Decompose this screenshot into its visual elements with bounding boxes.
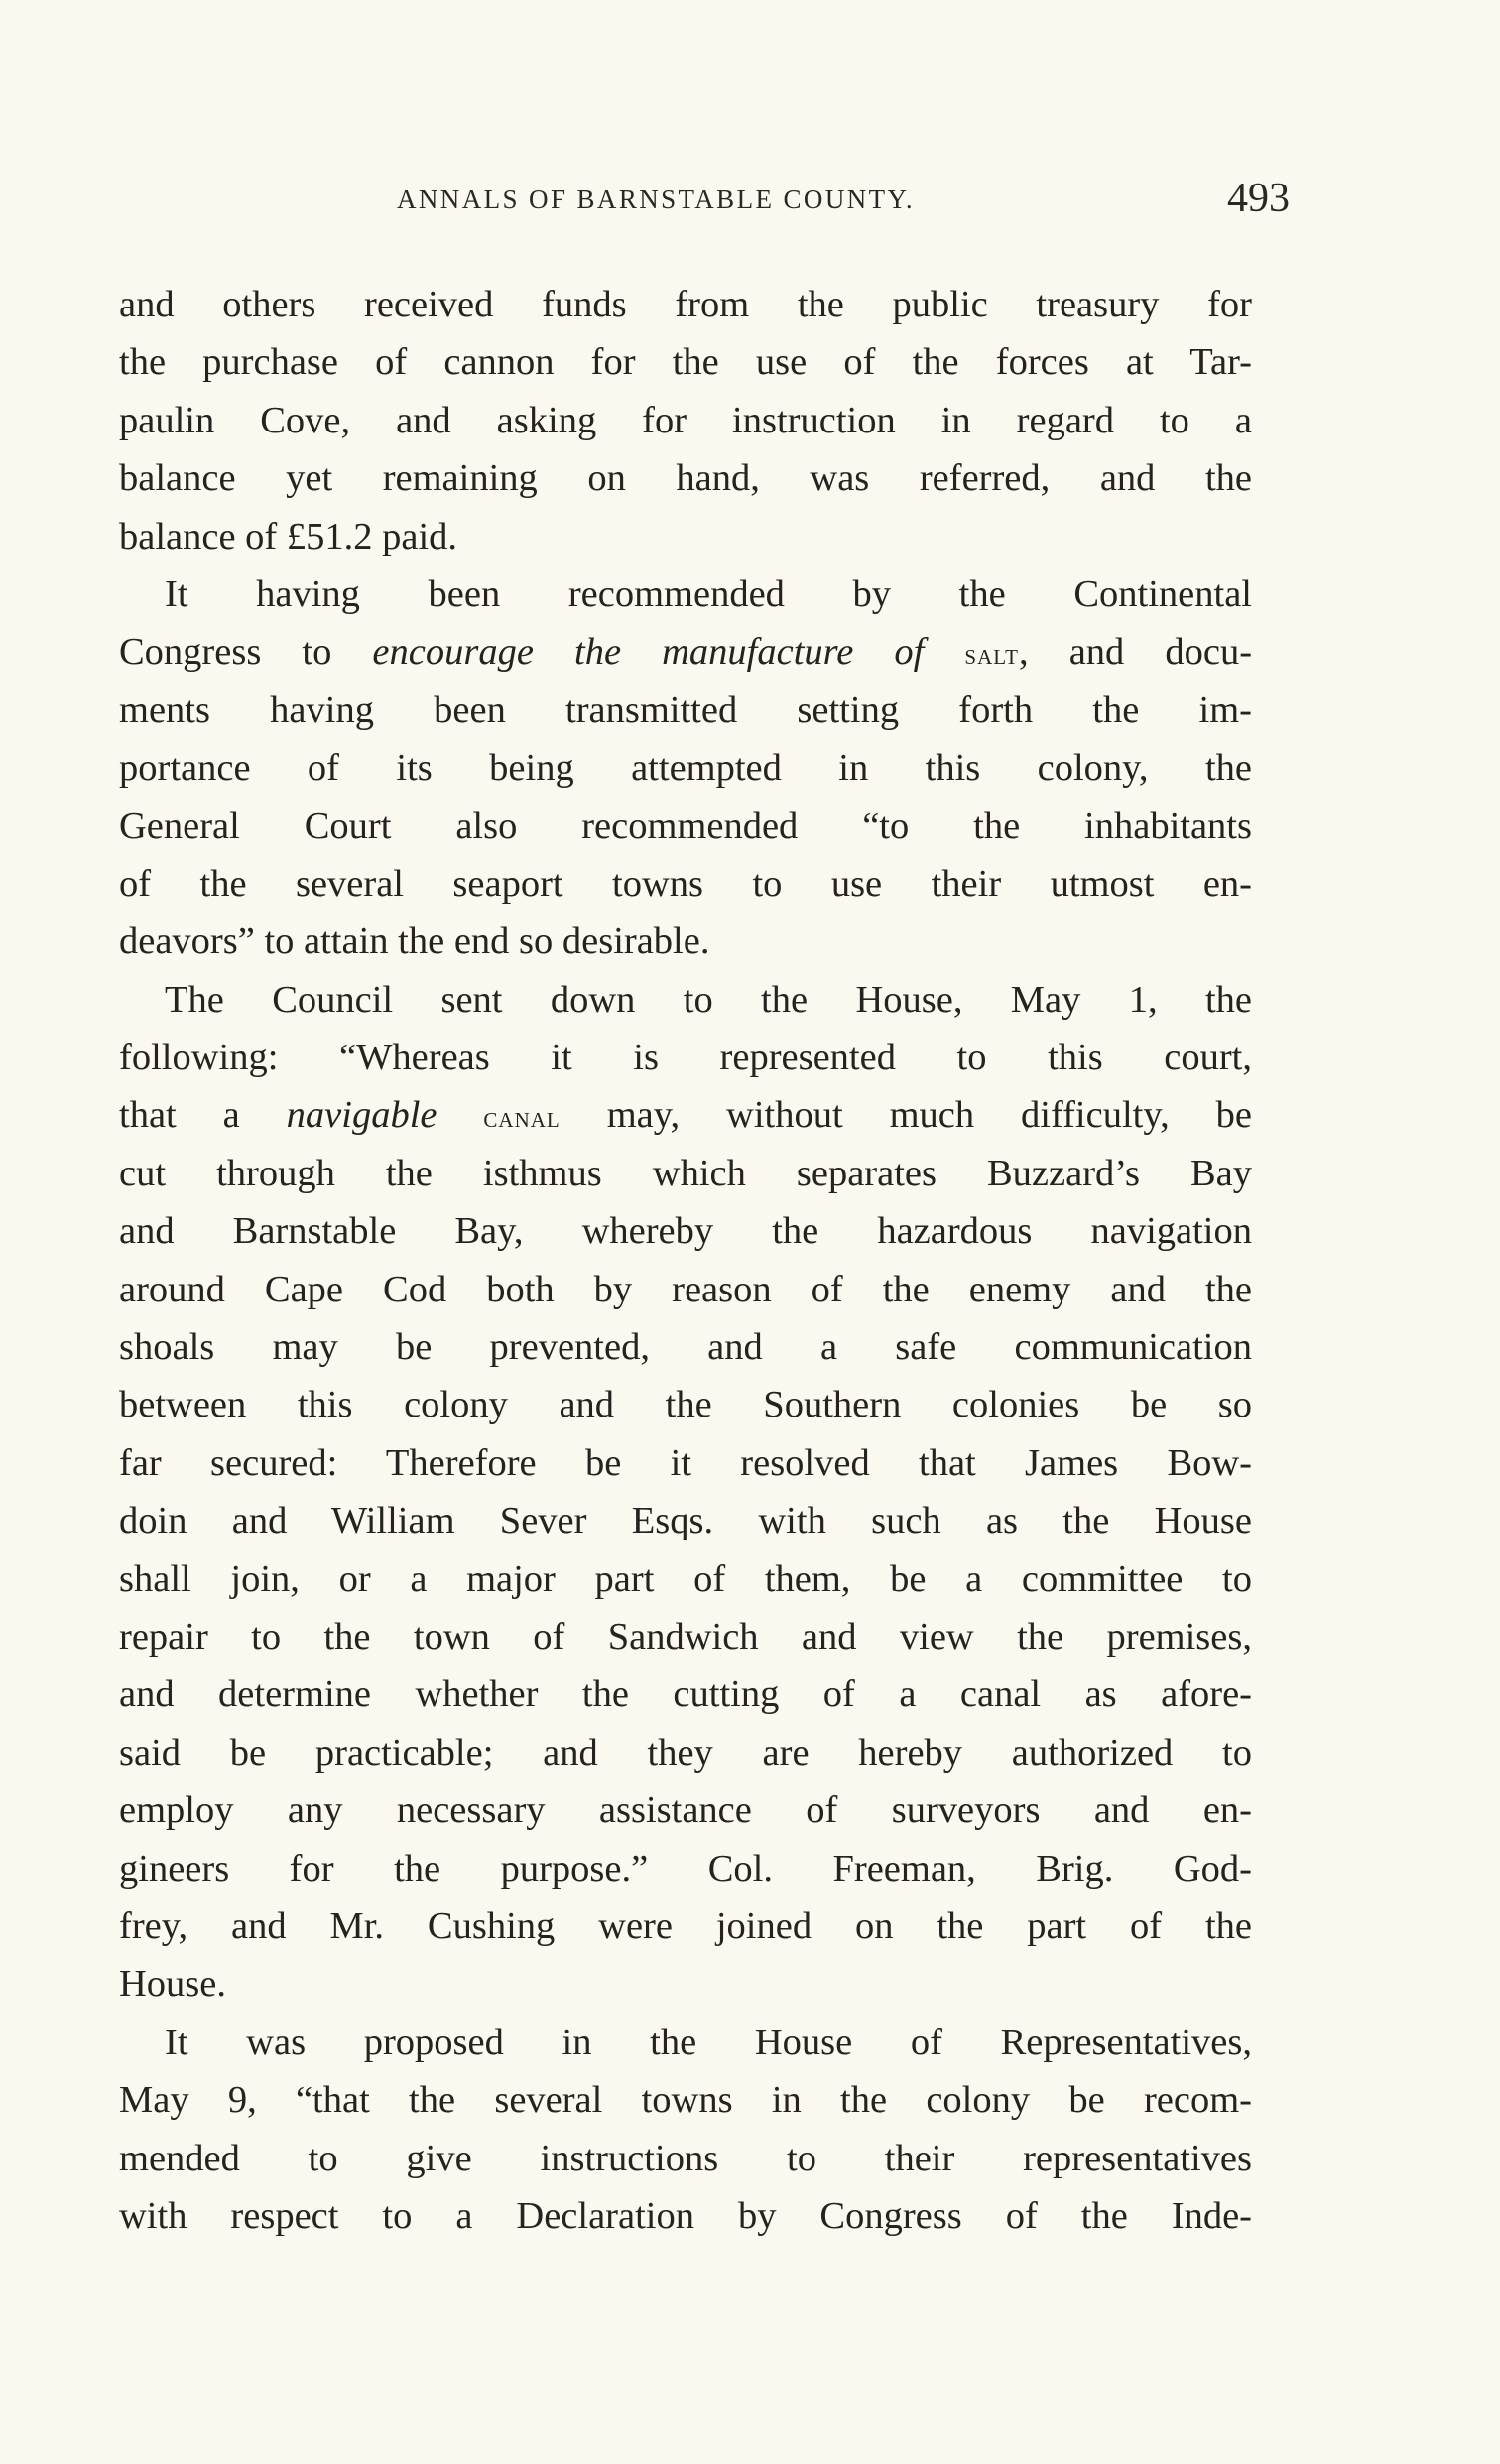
text-line: balance of £51.2 paid. bbox=[119, 515, 458, 557]
text-line: shall join, or a major part of them, be a committee to bbox=[119, 1557, 1252, 1600]
text-line: far secured: Therefore be it resolved that James Bow- bbox=[119, 1441, 1252, 1484]
text-line: with respect to a Declaration by Congress of the Inde- bbox=[119, 2194, 1252, 2237]
paragraph-first-line: The Council sent down to the House, May 1, the bbox=[165, 978, 1252, 1021]
paragraph-first-line: It having been recommended by the Continental bbox=[165, 572, 1252, 615]
text-line: said be practicable; and they are hereby authorized to bbox=[119, 1731, 1252, 1774]
text-line: balance yet remaining on hand, was referred, and the bbox=[119, 457, 1252, 500]
text-line: portance of its being attempted in this colony, the bbox=[119, 747, 1252, 790]
text-line: around Cape Cod both by reason of the enemy and the bbox=[119, 1268, 1252, 1310]
text-line: employ any necessary assistance of surveyors and en- bbox=[119, 1789, 1252, 1832]
text-line: and others received funds from the public treasury for bbox=[119, 284, 1252, 325]
page-number: 493 bbox=[1227, 176, 1290, 221]
text-line: doin and William Sever Esqs. with such as the House bbox=[119, 1500, 1252, 1542]
body-text bbox=[119, 276, 1252, 2245]
text-line: frey, and Mr. Cushing were joined on the part of the bbox=[119, 1905, 1252, 1947]
text-line: between this colony and the Southern colonies be so bbox=[119, 1384, 1252, 1426]
text-line: of the several seaport towns to use their utmost en- bbox=[119, 862, 1252, 905]
running-title: ANNALS OF BARNSTABLE COUNTY. bbox=[397, 185, 916, 214]
text-line: the purchase of cannon for the use of the forces at Tar- bbox=[119, 341, 1252, 384]
italic-word: navigable bbox=[286, 1094, 438, 1137]
text-line: mended to give instructions to their representatives bbox=[119, 2137, 1252, 2179]
text-line: and determine whether the cutting of a canal as afore- bbox=[119, 1673, 1252, 1716]
text-line: General Court also recommended “to the inhabitants bbox=[119, 804, 1252, 847]
text-run: that a bbox=[119, 1094, 287, 1137]
text-line bbox=[119, 1086, 1252, 1144]
italic-phrase: encourage the manufacture of bbox=[372, 631, 925, 674]
text-run: Congress to bbox=[119, 631, 373, 674]
text-line: gineers for the purpose.” Col. Freeman, Brig. God- bbox=[119, 1847, 1252, 1890]
text-line: cut through the isthmus which separates Buzzard’s Bay bbox=[119, 1152, 1252, 1194]
text-line: May 9, “that the several towns in the colony be recom- bbox=[119, 2079, 1252, 2122]
text-line: following: “Whereas it is represented to this court, bbox=[119, 1037, 1252, 1079]
small-caps-word: canal bbox=[483, 1101, 561, 1135]
text-run bbox=[438, 1094, 484, 1136]
text-run bbox=[924, 631, 964, 673]
text-line: shoals may be prevented, and a safe communication bbox=[119, 1326, 1252, 1369]
text-line: deavors” to attain the end so desirable. bbox=[119, 921, 710, 963]
text-run: , and docu- bbox=[1019, 631, 1252, 674]
text-line: House. bbox=[119, 1963, 226, 2006]
small-caps-word: salt bbox=[964, 638, 1019, 672]
paragraph-first-line: It was proposed in the House of Representatives, bbox=[165, 2021, 1252, 2063]
text-line: ments having been transmitted setting forth the im- bbox=[119, 688, 1252, 731]
text-line: and Barnstable Bay, whereby the hazardous navigation bbox=[119, 1210, 1252, 1253]
text-line: paulin Cove, and asking for instruction in regard to a bbox=[119, 399, 1252, 441]
text-run: may, without much difficulty, be bbox=[560, 1094, 1252, 1137]
text-line bbox=[119, 623, 1252, 680]
text-line: repair to the town of Sandwich and view the premises, bbox=[119, 1615, 1252, 1658]
running-head bbox=[119, 175, 1290, 234]
